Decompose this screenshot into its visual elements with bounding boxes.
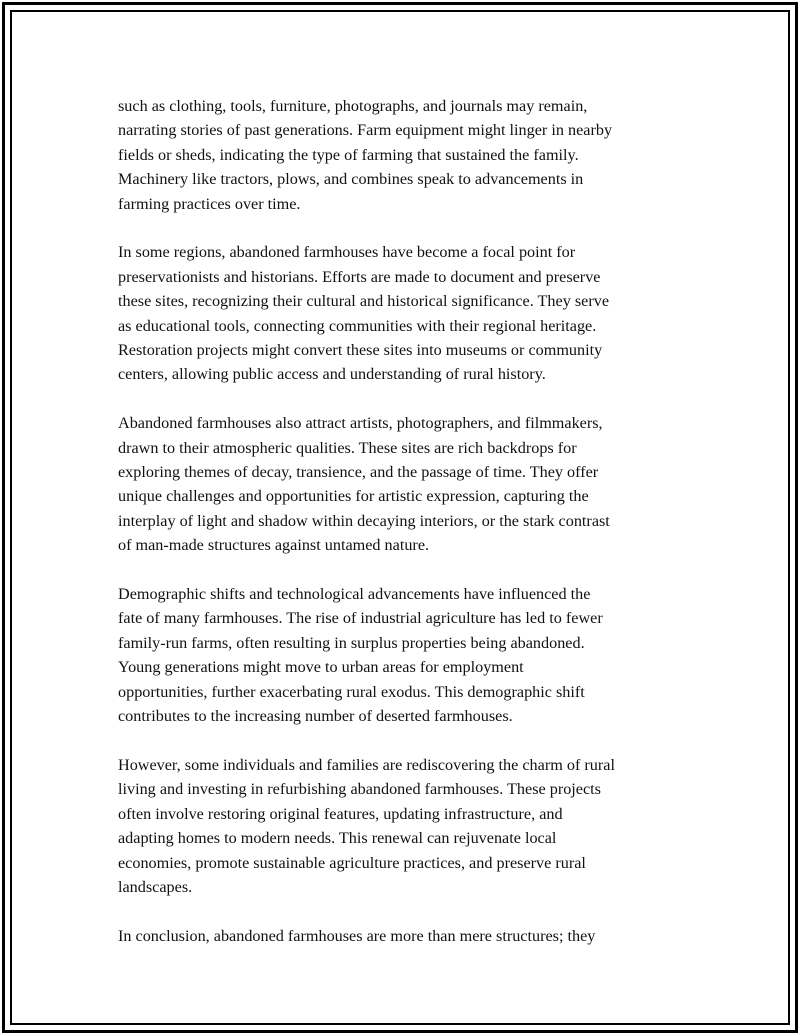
- text-line: fields or sheds, indicating the type of farming that sustained the family.: [118, 145, 579, 164]
- text-line: of man-made structures against untamed nature.: [118, 536, 430, 555]
- text-line: In conclusion, abandoned farmhouses are more than mere structures; they: [118, 926, 596, 945]
- text-line: centers, allowing public access and understanding of rural history.: [118, 365, 546, 384]
- text-line: drawn to their atmospheric qualities. These sites are rich backdrops for: [118, 438, 577, 457]
- document-body: [118, 94, 698, 973]
- text-line: farming practices over time.: [118, 194, 301, 213]
- text-line: contributes to the increasing number of deserted farmhouses.: [118, 707, 513, 726]
- text-line: opportunities, further exacerbating rural exodus. This demographic shift: [118, 682, 585, 701]
- text-line: narrating stories of past generations. Farm equipment might linger in nearby: [118, 121, 613, 140]
- paragraph: [118, 753, 698, 899]
- text-line: such as clothing, tools, furniture, photographs, and journals may remain,: [118, 97, 588, 115]
- paragraph: [118, 582, 698, 728]
- text-line: living and investing in refurbishing abandoned farmhouses. These projects: [118, 780, 601, 799]
- paragraph: [118, 411, 698, 557]
- text-line: Young generations might move to urban areas for employment: [118, 658, 524, 677]
- text-line: unique challenges and opportunities for artistic expression, capturing the: [118, 487, 589, 506]
- text-line: preservationists and historians. Efforts are made to document and preserve: [118, 267, 601, 286]
- text-line: Machinery like tractors, plows, and combines speak to advancements in: [118, 170, 584, 189]
- text-line: Demographic shifts and technological advancements have influenced the: [118, 585, 591, 604]
- paragraph: [118, 924, 698, 948]
- text-line: landscapes.: [118, 877, 193, 896]
- text-line: economies, promote sustainable agriculture practices, and preserve rural: [118, 853, 586, 872]
- text-line: Abandoned farmhouses also attract artists, photographers, and filmmakers,: [118, 414, 603, 433]
- text-line: However, some individuals and families are rediscovering the charm of rural: [118, 755, 615, 774]
- paragraph: [118, 240, 698, 386]
- text-line: family-run farms, often resulting in surplus properties being abandoned.: [118, 633, 585, 652]
- text-line: often involve restoring original features, updating infrastructure, and: [118, 804, 563, 823]
- text-line: In some regions, abandoned farmhouses have become a focal point for: [118, 243, 576, 262]
- text-line: Restoration projects might convert these sites into museums or community: [118, 341, 603, 360]
- text-line: interplay of light and shadow within decaying interiors, or the stark contrast: [118, 511, 610, 530]
- text-line: these sites, recognizing their cultural and historical significance. They serve: [118, 292, 609, 311]
- paragraph: [118, 94, 698, 216]
- text-line: exploring themes of decay, transience, and the passage of time. They offer: [118, 463, 599, 482]
- text-line: adapting homes to modern needs. This renewal can rejuvenate local: [118, 829, 557, 848]
- text-line: fate of many farmhouses. The rise of industrial agriculture has led to fewer: [118, 609, 603, 628]
- text-line: as educational tools, connecting communities with their regional heritage.: [118, 316, 597, 335]
